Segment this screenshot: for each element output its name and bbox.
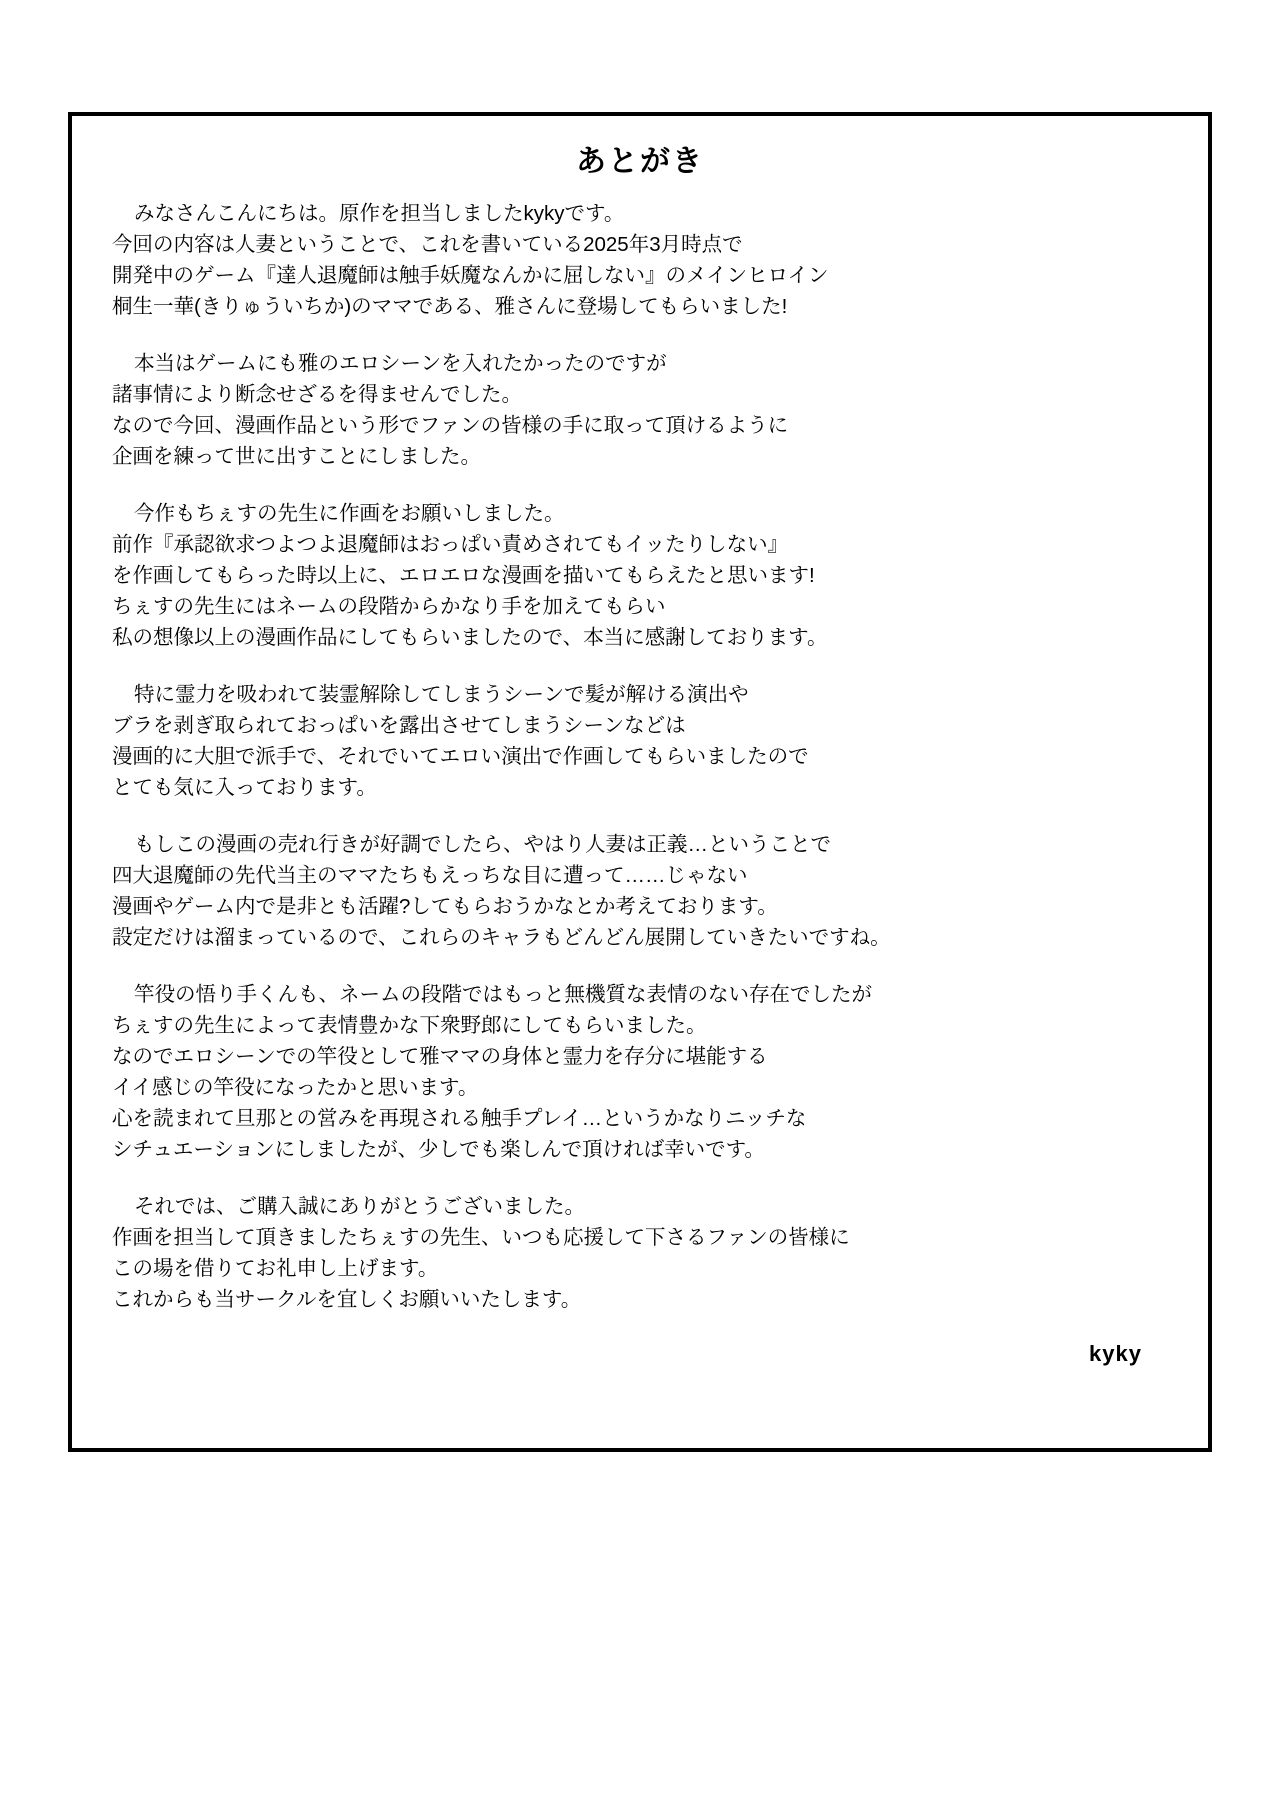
text-line: 今作もちぇすの先生に作画をお願いしました。 xyxy=(134,502,565,525)
text-line: 設定だけは溜まっているので、これらのキャラもどんどん展開していきたいですね。 xyxy=(112,926,891,949)
text-line: 前作『承認欲求つよつよ退魔師はおっぱい責めされてもイッたりしない』 xyxy=(112,533,789,556)
paragraph-male-role xyxy=(112,979,1168,1165)
paragraph-intro xyxy=(112,198,1168,322)
text-line: を作画してもらった時以上に、エロエロな漫画を描いてもらえたと思います! xyxy=(112,564,815,587)
text-line: 本当はゲームにも雅のエロシーンを入れたかったのですが xyxy=(134,352,667,375)
text-line: なので今回、漫画作品という形でファンの皆様の手に取って頂けるように xyxy=(112,414,789,437)
paragraph-closing xyxy=(112,1191,1168,1315)
text-line: 桐生一華(きりゅういちか)のママである、雅さんに登場してもらいました! xyxy=(112,295,788,318)
text-line: これからも当サークルを宜しくお願いいたします。 xyxy=(112,1288,582,1311)
text-line: ブラを剥ぎ取られておっぱいを露出させてしまうシーンなどは xyxy=(112,714,686,737)
text-line: 今回の内容は人妻ということで、これを書いている2025年3月時点で xyxy=(112,233,743,256)
text-line: 開発中のゲーム『達人退魔師は触手妖魔なんかに屈しない』のメインヒロイン xyxy=(112,264,829,287)
text-line: もしこの漫画の売れ行きが好調でしたら、やはり人妻は正義…ということで xyxy=(134,833,831,856)
text-line: 心を読まれて旦那との営みを再現される触手プレイ…というかなりニッチな xyxy=(112,1107,807,1130)
text-line: 漫画やゲーム内で是非とも活躍?してもらおうかなとか考えております。 xyxy=(112,895,778,918)
text-line: 作画を担当して頂きましたちぇすの先生、いつも応援して下さるファンの皆様に xyxy=(112,1226,850,1249)
text-line: イイ感じの竿役になったかと思います。 xyxy=(112,1076,479,1099)
text-line: それでは、ご購入誠にありがとうございました。 xyxy=(134,1195,585,1218)
page-title: あとがき xyxy=(576,145,704,178)
text-line: なのでエロシーンでの竿役として雅ママの身体と霊力を存分に堪能する xyxy=(112,1045,768,1068)
text-line: 諸事情により断念せざるを得ませんでした。 xyxy=(112,383,522,406)
afterword-content xyxy=(72,116,1208,1448)
paragraph-scenes xyxy=(112,679,1168,803)
text-line: 企画を練って世に出すことにしました。 xyxy=(112,445,481,468)
text-line: とても気に入っております。 xyxy=(112,776,377,799)
paragraph-artist xyxy=(112,498,1168,653)
paragraph-future xyxy=(112,829,1168,953)
text-line: シチュエーションにしましたが、少しでも楽しんで頂ければ幸いです。 xyxy=(112,1138,765,1161)
text-line: 竿役の悟り手くんも、ネームの段階ではもっと無機質な表情のない存在でしたが xyxy=(134,983,872,1006)
text-line: 私の想像以上の漫画作品にしてもらいましたので、本当に感謝しております。 xyxy=(112,626,828,649)
text-line: ちぇすの先生によって表情豊かな下衆野郎にしてもらいました。 xyxy=(112,1014,707,1037)
afterword-frame xyxy=(68,112,1212,1452)
text-line: 漫画的に大胆で派手で、それでいてエロい演出で作画してもらいましたので xyxy=(112,745,809,768)
text-line: ちぇすの先生にはネームの段階からかなり手を加えてもらい xyxy=(112,595,666,618)
text-line: この場を借りてお礼申し上げます。 xyxy=(112,1257,439,1280)
text-line: 特に霊力を吸われて装霊解除してしまうシーンで髪が解ける演出や xyxy=(134,683,749,706)
text-line: みなさんこんにちは。原作を担当しましたkykyです。 xyxy=(134,202,625,225)
author-signature: kyky xyxy=(1089,1341,1142,1366)
text-line: 四大退魔師の先代当主のママたちもえっちな目に遭って……じゃない xyxy=(112,864,748,887)
paragraph-reason xyxy=(112,348,1168,472)
